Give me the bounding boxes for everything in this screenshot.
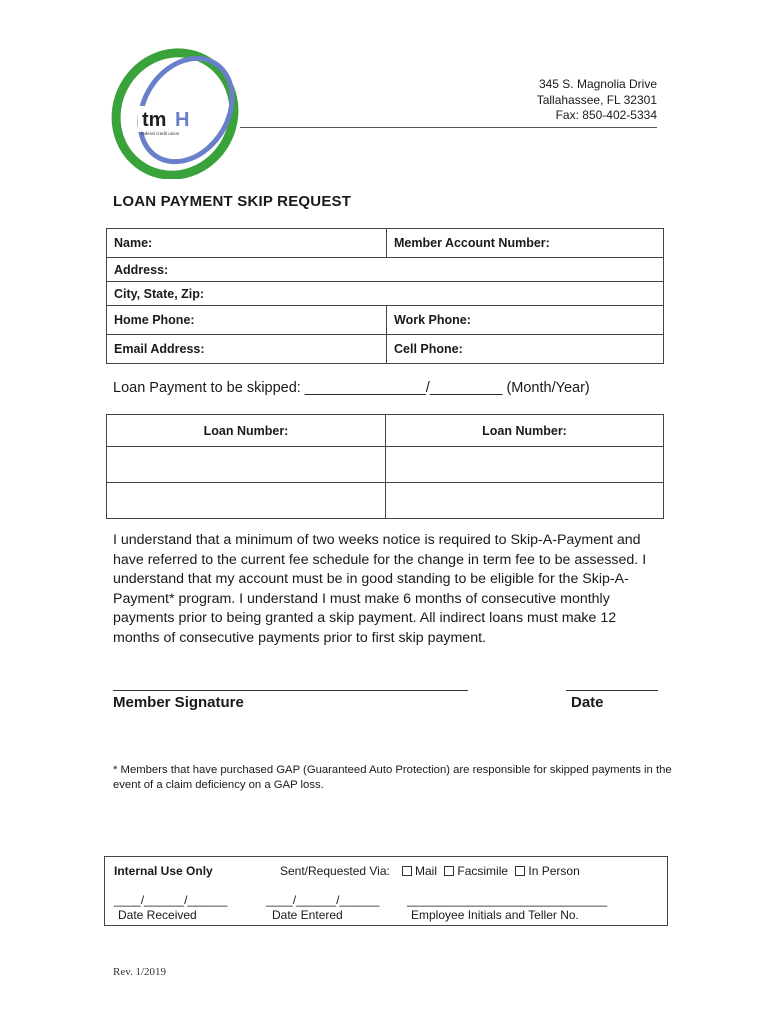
member-account-field[interactable]: Member Account Number: bbox=[387, 229, 664, 258]
email-field[interactable]: Email Address: bbox=[107, 335, 387, 364]
home-phone-field[interactable]: Home Phone: bbox=[107, 306, 387, 335]
name-field[interactable]: Name: bbox=[107, 229, 387, 258]
date-entered-label: Date Entered bbox=[272, 908, 343, 922]
member-signature-label: Member Signature bbox=[113, 694, 244, 711]
mail-label: Mail bbox=[415, 864, 438, 878]
address-street: 345 S. Magnolia Drive bbox=[538, 77, 657, 91]
address-field[interactable]: Address: bbox=[107, 258, 664, 282]
form-title: LOAN PAYMENT SKIP REQUEST bbox=[113, 193, 352, 210]
address-fax: Fax: 850-402-5334 bbox=[555, 108, 657, 122]
svg-text:tm: tm bbox=[142, 109, 167, 131]
date-label: Date bbox=[571, 694, 604, 711]
company-logo bbox=[108, 44, 243, 179]
employee-initials-label: Employee Initials and Teller No. bbox=[411, 908, 579, 922]
employee-initials-blank[interactable]: ______________________________ bbox=[407, 893, 608, 907]
address-city: Tallahassee, FL 32301 bbox=[536, 92, 657, 107]
date-received-blank[interactable]: ____/______/______ bbox=[114, 893, 228, 907]
loan-number-cell[interactable] bbox=[107, 483, 386, 519]
gap-footnote: * Members that have purchased GAP (Guaranteed Auto Protection) are responsible for skipped payments in the event of a claim deficiency on a GAP loss. bbox=[113, 764, 672, 791]
internal-use-title: Internal Use Only bbox=[114, 864, 213, 878]
date-entered-blank[interactable]: ____/______/______ bbox=[266, 893, 380, 907]
work-phone-field[interactable]: Work Phone: bbox=[387, 306, 664, 335]
svg-text:H: H bbox=[175, 109, 190, 131]
loan-skip-line[interactable]: Loan Payment to be skipped: _______________/_________ (Month/Year) bbox=[113, 380, 590, 396]
date-received-label: Date Received bbox=[118, 908, 197, 922]
loan-number-cell[interactable] bbox=[107, 447, 386, 483]
internal-use-box bbox=[104, 856, 668, 926]
sent-via-options bbox=[402, 864, 580, 878]
loan-number-header-2: Loan Number: bbox=[386, 415, 664, 447]
header-rule bbox=[240, 127, 657, 128]
loan-number-cell[interactable] bbox=[386, 483, 664, 519]
loan-number-cell[interactable] bbox=[386, 447, 664, 483]
facsimile-label: Facsimile bbox=[457, 864, 509, 878]
in-person-checkbox[interactable] bbox=[515, 866, 525, 876]
company-address bbox=[537, 77, 657, 124]
svg-text:federal credit union: federal credit union bbox=[141, 131, 180, 136]
city-state-zip-field[interactable]: City, State, Zip: bbox=[107, 282, 664, 306]
facsimile-checkbox[interactable] bbox=[444, 866, 454, 876]
loan-number-header-1: Loan Number: bbox=[107, 415, 386, 447]
revision-note: Rev. 1/2019 bbox=[113, 966, 167, 978]
agreement-text: I understand that a minimum of two weeks notice is required to Skip-A-Payment and have referred to the current fee schedule for the change in term fee to be assessed. I understand that my account must be in good standing to be eligible for the Skip-A-Payment* program. I understand I must make 6 months of consecutive monthly payments prior to being granted a skip payment. All indirect loans must make 12 months of consecutive payments prior to first skip payment. bbox=[113, 532, 647, 646]
sent-via-label: Sent/Requested Via: bbox=[280, 864, 390, 878]
in-person-label: In Person bbox=[528, 864, 580, 878]
date-line[interactable] bbox=[566, 690, 658, 691]
member-info-table bbox=[106, 228, 664, 364]
cell-phone-field[interactable]: Cell Phone: bbox=[387, 335, 664, 364]
signature-line[interactable] bbox=[113, 690, 468, 691]
loan-number-table bbox=[106, 414, 664, 519]
mail-checkbox[interactable] bbox=[402, 866, 412, 876]
